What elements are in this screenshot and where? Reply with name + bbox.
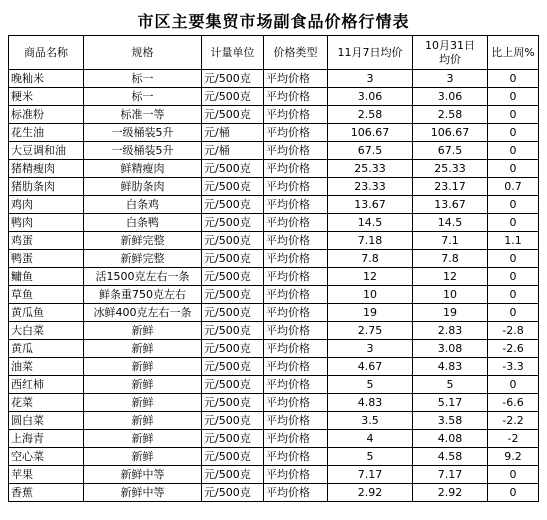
cell-name: 晚籼米 (9, 70, 84, 88)
cell-unit: 元/500克 (202, 286, 264, 304)
cell-unit: 元/500克 (202, 70, 264, 88)
cell-previous-price: 7.17 (413, 466, 488, 484)
table-row (9, 448, 539, 466)
cell-weekly-change: 0 (488, 466, 539, 484)
cell-type: 平均价格 (264, 214, 328, 232)
cell-weekly-change: 0 (488, 142, 539, 160)
cell-type: 平均价格 (264, 232, 328, 250)
cell-spec: 新鲜 (84, 394, 202, 412)
cell-type: 平均价格 (264, 160, 328, 178)
cell-name: 鳙鱼 (9, 268, 84, 286)
cell-current-price: 3 (328, 70, 413, 88)
cell-type: 平均价格 (264, 430, 328, 448)
cell-name: 香蕉 (9, 484, 84, 502)
table-row (9, 484, 539, 502)
cell-previous-price: 4.08 (413, 430, 488, 448)
cell-spec: 白条鸡 (84, 196, 202, 214)
cell-type: 平均价格 (264, 124, 328, 142)
cell-unit: 元/500克 (202, 394, 264, 412)
cell-type: 平均价格 (264, 88, 328, 106)
table-row (9, 466, 539, 484)
cell-previous-price: 12 (413, 268, 488, 286)
cell-weekly-change: 0 (488, 160, 539, 178)
header-previous-price: 10月31日均价 (413, 36, 488, 70)
cell-weekly-change: -2 (488, 430, 539, 448)
table-row (9, 250, 539, 268)
table-row (9, 232, 539, 250)
cell-spec: 冰鲜400克左右一条 (84, 304, 202, 322)
cell-current-price: 2.58 (328, 106, 413, 124)
cell-unit: 元/500克 (202, 196, 264, 214)
cell-weekly-change: -6.6 (488, 394, 539, 412)
cell-spec: 标一 (84, 70, 202, 88)
table-row (9, 214, 539, 232)
cell-previous-price: 23.17 (413, 178, 488, 196)
cell-type: 平均价格 (264, 466, 328, 484)
header-name: 商品名称 (9, 36, 84, 70)
cell-spec: 标一 (84, 88, 202, 106)
cell-spec: 新鲜中等 (84, 484, 202, 502)
cell-weekly-change: -3.3 (488, 358, 539, 376)
cell-name: 油菜 (9, 358, 84, 376)
header-type: 价格类型 (264, 36, 328, 70)
header-current-price: 11月7日均价 (328, 36, 413, 70)
cell-type: 平均价格 (264, 394, 328, 412)
table-header-row (9, 36, 539, 70)
cell-unit: 元/500克 (202, 430, 264, 448)
cell-previous-price: 3 (413, 70, 488, 88)
cell-previous-price: 13.67 (413, 196, 488, 214)
cell-current-price: 19 (328, 304, 413, 322)
cell-type: 平均价格 (264, 340, 328, 358)
cell-unit: 元/500克 (202, 268, 264, 286)
table-row (9, 106, 539, 124)
cell-unit: 元/500克 (202, 358, 264, 376)
table-row (9, 340, 539, 358)
cell-previous-price: 14.5 (413, 214, 488, 232)
cell-unit: 元/500克 (202, 376, 264, 394)
cell-weekly-change: 0 (488, 70, 539, 88)
cell-type: 平均价格 (264, 106, 328, 124)
cell-name: 大豆调和油 (9, 142, 84, 160)
table-row (9, 412, 539, 430)
cell-type: 平均价格 (264, 178, 328, 196)
table-row (9, 304, 539, 322)
cell-current-price: 7.18 (328, 232, 413, 250)
cell-previous-price: 5.17 (413, 394, 488, 412)
cell-weekly-change: 0 (488, 304, 539, 322)
table-row (9, 430, 539, 448)
header-weekly-change: 比上周% (488, 36, 539, 70)
cell-unit: 元/桶 (202, 124, 264, 142)
cell-type: 平均价格 (264, 304, 328, 322)
cell-name: 鸭蛋 (9, 250, 84, 268)
cell-previous-price: 19 (413, 304, 488, 322)
table-row (9, 88, 539, 106)
cell-current-price: 67.5 (328, 142, 413, 160)
cell-weekly-change: -2.8 (488, 322, 539, 340)
cell-previous-price: 106.67 (413, 124, 488, 142)
cell-previous-price: 7.1 (413, 232, 488, 250)
cell-unit: 元/500克 (202, 322, 264, 340)
table-row (9, 196, 539, 214)
cell-spec: 新鲜 (84, 322, 202, 340)
cell-previous-price: 2.92 (413, 484, 488, 502)
cell-name: 大白菜 (9, 322, 84, 340)
cell-name: 西红柿 (9, 376, 84, 394)
cell-name: 黄瓜鱼 (9, 304, 84, 322)
cell-spec: 新鲜 (84, 340, 202, 358)
cell-unit: 元/500克 (202, 214, 264, 232)
cell-previous-price: 4.58 (413, 448, 488, 466)
cell-name: 上海青 (9, 430, 84, 448)
cell-spec: 新鲜 (84, 430, 202, 448)
cell-current-price: 10 (328, 286, 413, 304)
cell-unit: 元/桶 (202, 142, 264, 160)
cell-spec: 鲜肋条肉 (84, 178, 202, 196)
cell-type: 平均价格 (264, 484, 328, 502)
cell-unit: 元/500克 (202, 106, 264, 124)
cell-type: 平均价格 (264, 358, 328, 376)
cell-name: 空心菜 (9, 448, 84, 466)
price-table (8, 35, 539, 502)
cell-spec: 一级桶装5升 (84, 124, 202, 142)
cell-name: 猪肋条肉 (9, 178, 84, 196)
cell-name: 鸡蛋 (9, 232, 84, 250)
cell-name: 草鱼 (9, 286, 84, 304)
cell-name: 粳米 (9, 88, 84, 106)
table-row (9, 322, 539, 340)
cell-current-price: 2.75 (328, 322, 413, 340)
cell-weekly-change: 0 (488, 376, 539, 394)
cell-weekly-change: 0 (488, 250, 539, 268)
table-row (9, 124, 539, 142)
cell-weekly-change: 0 (488, 88, 539, 106)
cell-current-price: 14.5 (328, 214, 413, 232)
cell-spec: 标准一等 (84, 106, 202, 124)
cell-weekly-change: 9.2 (488, 448, 539, 466)
cell-unit: 元/500克 (202, 412, 264, 430)
cell-name: 鸭肉 (9, 214, 84, 232)
header-unit: 计量单位 (202, 36, 264, 70)
cell-current-price: 23.33 (328, 178, 413, 196)
cell-type: 平均价格 (264, 268, 328, 286)
cell-current-price: 4 (328, 430, 413, 448)
table-row (9, 286, 539, 304)
cell-current-price: 5 (328, 448, 413, 466)
cell-current-price: 12 (328, 268, 413, 286)
cell-previous-price: 3.06 (413, 88, 488, 106)
cell-unit: 元/500克 (202, 250, 264, 268)
cell-previous-price: 3.08 (413, 340, 488, 358)
cell-weekly-change: 0 (488, 214, 539, 232)
cell-name: 黄瓜 (9, 340, 84, 358)
cell-type: 平均价格 (264, 412, 328, 430)
cell-current-price: 25.33 (328, 160, 413, 178)
cell-unit: 元/500克 (202, 466, 264, 484)
cell-spec: 新鲜中等 (84, 466, 202, 484)
table-row (9, 178, 539, 196)
cell-spec: 新鲜 (84, 448, 202, 466)
cell-name: 圆白菜 (9, 412, 84, 430)
cell-spec: 鲜条重750克左右 (84, 286, 202, 304)
table-row (9, 268, 539, 286)
cell-previous-price: 25.33 (413, 160, 488, 178)
cell-spec: 新鲜完整 (84, 250, 202, 268)
table-row (9, 70, 539, 88)
cell-type: 平均价格 (264, 286, 328, 304)
cell-spec: 活1500克左右一条 (84, 268, 202, 286)
cell-current-price: 13.67 (328, 196, 413, 214)
cell-spec: 新鲜 (84, 376, 202, 394)
cell-name: 猪精瘦肉 (9, 160, 84, 178)
table-row (9, 142, 539, 160)
cell-unit: 元/500克 (202, 340, 264, 358)
cell-type: 平均价格 (264, 448, 328, 466)
cell-spec: 新鲜 (84, 412, 202, 430)
cell-previous-price: 7.8 (413, 250, 488, 268)
cell-current-price: 2.92 (328, 484, 413, 502)
cell-spec: 一级桶装5升 (84, 142, 202, 160)
cell-current-price: 7.17 (328, 466, 413, 484)
cell-weekly-change: 0 (488, 286, 539, 304)
cell-type: 平均价格 (264, 376, 328, 394)
cell-previous-price: 3.58 (413, 412, 488, 430)
cell-weekly-change: 0 (488, 106, 539, 124)
cell-previous-price: 10 (413, 286, 488, 304)
cell-spec: 新鲜完整 (84, 232, 202, 250)
cell-type: 平均价格 (264, 250, 328, 268)
cell-unit: 元/500克 (202, 160, 264, 178)
cell-unit: 元/500克 (202, 88, 264, 106)
cell-current-price: 4.67 (328, 358, 413, 376)
cell-unit: 元/500克 (202, 178, 264, 196)
table-row (9, 394, 539, 412)
cell-previous-price: 2.83 (413, 322, 488, 340)
header-spec: 规格 (84, 36, 202, 70)
cell-unit: 元/500克 (202, 448, 264, 466)
cell-weekly-change: 0 (488, 484, 539, 502)
cell-name: 花生油 (9, 124, 84, 142)
cell-current-price: 7.8 (328, 250, 413, 268)
cell-weekly-change: 0 (488, 196, 539, 214)
cell-current-price: 4.83 (328, 394, 413, 412)
cell-spec: 新鲜 (84, 358, 202, 376)
cell-current-price: 3.06 (328, 88, 413, 106)
cell-type: 平均价格 (264, 322, 328, 340)
cell-weekly-change: 0 (488, 124, 539, 142)
cell-current-price: 5 (328, 376, 413, 394)
cell-unit: 元/500克 (202, 304, 264, 322)
cell-name: 苹果 (9, 466, 84, 484)
cell-unit: 元/500克 (202, 232, 264, 250)
table-row (9, 358, 539, 376)
cell-name: 标准粉 (9, 106, 84, 124)
cell-unit: 元/500克 (202, 484, 264, 502)
cell-name: 鸡肉 (9, 196, 84, 214)
cell-type: 平均价格 (264, 70, 328, 88)
cell-type: 平均价格 (264, 142, 328, 160)
cell-current-price: 3 (328, 340, 413, 358)
cell-spec: 白条鸭 (84, 214, 202, 232)
page-title: 市区主要集贸市场副食品价格行情表 (137, 12, 410, 31)
cell-weekly-change: 1.1 (488, 232, 539, 250)
cell-weekly-change: 0 (488, 268, 539, 286)
cell-previous-price: 5 (413, 376, 488, 394)
cell-spec: 鲜精瘦肉 (84, 160, 202, 178)
cell-weekly-change: -2.2 (488, 412, 539, 430)
cell-previous-price: 67.5 (413, 142, 488, 160)
cell-previous-price: 2.58 (413, 106, 488, 124)
table-row (9, 160, 539, 178)
cell-previous-price: 4.83 (413, 358, 488, 376)
cell-weekly-change: -2.6 (488, 340, 539, 358)
cell-type: 平均价格 (264, 196, 328, 214)
table-row (9, 376, 539, 394)
cell-current-price: 3.5 (328, 412, 413, 430)
cell-current-price: 106.67 (328, 124, 413, 142)
cell-name: 花菜 (9, 394, 84, 412)
cell-weekly-change: 0.7 (488, 178, 539, 196)
